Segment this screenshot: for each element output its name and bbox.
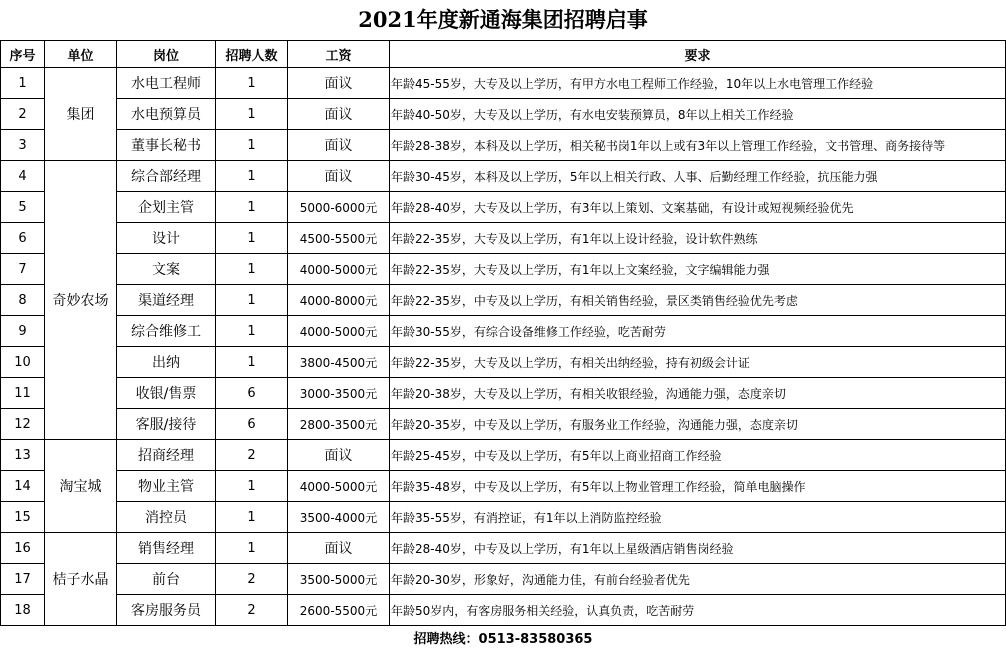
table-row xyxy=(1,161,1006,192)
cell-requirement: 年龄50岁内，有客房服务相关经验，认真负责，吃苦耐劳 xyxy=(390,595,1006,626)
hotline-label: 招聘热线： xyxy=(413,632,479,647)
cell-seq: 4 xyxy=(1,161,45,192)
cell-position: 前台 xyxy=(117,564,216,595)
cell-position: 招商经理 xyxy=(117,440,216,471)
cell-wage: 2600-5500元 xyxy=(288,595,390,626)
cell-seq: 8 xyxy=(1,285,45,316)
cell-count: 6 xyxy=(216,378,288,409)
cell-wage: 面议 xyxy=(288,440,390,471)
cell-seq: 16 xyxy=(1,533,45,564)
cell-position: 水电预算员 xyxy=(117,99,216,130)
cell-position: 出纳 xyxy=(117,347,216,378)
cell-wage: 面议 xyxy=(288,533,390,564)
cell-seq: 11 xyxy=(1,378,45,409)
cell-requirement: 年龄45-55岁，大专及以上学历，有甲方水电工程师工作经验，10年以上水电管理工作经验 xyxy=(390,68,1006,99)
table-row xyxy=(1,378,1006,409)
cell-requirement: 年龄22-35岁，大专及以上学历，有1年以上文案经验，文字编辑能力强 xyxy=(390,254,1006,285)
cell-position: 销售经理 xyxy=(117,533,216,564)
table-row xyxy=(1,285,1006,316)
table-row xyxy=(1,409,1006,440)
recruitment-table xyxy=(0,40,1006,626)
cell-wage: 4000-5000元 xyxy=(288,316,390,347)
cell-seq: 7 xyxy=(1,254,45,285)
cell-count: 2 xyxy=(216,440,288,471)
cell-requirement: 年龄22-35岁，大专及以上学历，有相关出纳经验，持有初级会计证 xyxy=(390,347,1006,378)
table-row xyxy=(1,595,1006,626)
cell-count: 1 xyxy=(216,223,288,254)
cell-wage: 3500-5000元 xyxy=(288,564,390,595)
cell-requirement: 年龄20-30岁，形象好，沟通能力佳，有前台经验者优先 xyxy=(390,564,1006,595)
header-wage: 工资 xyxy=(288,41,390,68)
cell-requirement: 年龄22-35岁，中专及以上学历，有相关销售经验，景区类销售经验优先考虑 xyxy=(390,285,1006,316)
cell-requirement: 年龄25-45岁，中专及以上学历，有5年以上商业招商工作经验 xyxy=(390,440,1006,471)
cell-seq: 3 xyxy=(1,130,45,161)
cell-position: 物业主管 xyxy=(117,471,216,502)
cell-position: 综合部经理 xyxy=(117,161,216,192)
cell-count: 1 xyxy=(216,347,288,378)
cell-requirement: 年龄30-45岁，本科及以上学历，5年以上相关行政、人事、后勤经理工作经验，抗压能力强 xyxy=(390,161,1006,192)
cell-seq: 9 xyxy=(1,316,45,347)
cell-seq: 2 xyxy=(1,99,45,130)
cell-requirement: 年龄35-55岁，有消控证，有1年以上消防监控经验 xyxy=(390,502,1006,533)
table-row xyxy=(1,99,1006,130)
cell-count: 6 xyxy=(216,409,288,440)
hotline-phone: 0513-83580365 xyxy=(478,632,593,647)
cell-count: 2 xyxy=(216,595,288,626)
cell-requirement: 年龄20-38岁，大专及以上学历，有相关收银经验，沟通能力强，态度亲切 xyxy=(390,378,1006,409)
header-requirement: 要求 xyxy=(390,41,1006,68)
cell-position: 收银/售票 xyxy=(117,378,216,409)
cell-position: 企划主管 xyxy=(117,192,216,223)
table-row xyxy=(1,68,1006,99)
cell-requirement: 年龄22-35岁，大专及以上学历，有1年以上设计经验，设计软件熟练 xyxy=(390,223,1006,254)
cell-count: 1 xyxy=(216,161,288,192)
header-position: 岗位 xyxy=(117,41,216,68)
cell-wage: 2800-3500元 xyxy=(288,409,390,440)
cell-seq: 15 xyxy=(1,502,45,533)
cell-requirement: 年龄28-40岁，大专及以上学历，有3年以上策划、文案基础，有设计或短视频经验优先 xyxy=(390,192,1006,223)
table-row xyxy=(1,471,1006,502)
cell-wage: 3000-3500元 xyxy=(288,378,390,409)
cell-unit: 集团 xyxy=(45,68,117,161)
cell-wage: 3800-4500元 xyxy=(288,347,390,378)
cell-count: 1 xyxy=(216,192,288,223)
table-header-row xyxy=(1,41,1006,68)
cell-requirement: 年龄20-35岁，中专及以上学历，有服务业工作经验，沟通能力强，态度亲切 xyxy=(390,409,1006,440)
cell-position: 设计 xyxy=(117,223,216,254)
cell-seq: 10 xyxy=(1,347,45,378)
cell-wage: 4000-5000元 xyxy=(288,254,390,285)
cell-requirement: 年龄35-48岁，中专及以上学历，有5年以上物业管理工作经验，简单电脑操作 xyxy=(390,471,1006,502)
cell-requirement: 年龄40-50岁，大专及以上学历，有水电安装预算员，8年以上相关工作经验 xyxy=(390,99,1006,130)
header-count: 招聘人数 xyxy=(216,41,288,68)
cell-wage: 5000-6000元 xyxy=(288,192,390,223)
cell-count: 2 xyxy=(216,564,288,595)
hotline xyxy=(0,629,1006,651)
cell-position: 董事长秘书 xyxy=(117,130,216,161)
cell-wage: 面议 xyxy=(288,99,390,130)
cell-count: 1 xyxy=(216,502,288,533)
cell-position: 渠道经理 xyxy=(117,285,216,316)
cell-requirement: 年龄30-55岁，有综合设备维修工作经验，吃苦耐劳 xyxy=(390,316,1006,347)
table-row xyxy=(1,192,1006,223)
cell-position: 消控员 xyxy=(117,502,216,533)
cell-position: 客服/接待 xyxy=(117,409,216,440)
table-row xyxy=(1,564,1006,595)
cell-seq: 1 xyxy=(1,68,45,99)
cell-wage: 4000-5000元 xyxy=(288,471,390,502)
table-row xyxy=(1,223,1006,254)
table-row xyxy=(1,347,1006,378)
cell-wage: 4000-8000元 xyxy=(288,285,390,316)
cell-seq: 5 xyxy=(1,192,45,223)
cell-position: 文案 xyxy=(117,254,216,285)
table-row xyxy=(1,533,1006,564)
cell-unit: 淘宝城 xyxy=(45,440,117,533)
cell-unit: 奇妙农场 xyxy=(45,161,117,440)
table-row xyxy=(1,254,1006,285)
cell-unit: 桔子水晶 xyxy=(45,533,117,626)
cell-count: 1 xyxy=(216,471,288,502)
cell-count: 1 xyxy=(216,130,288,161)
cell-count: 1 xyxy=(216,68,288,99)
cell-seq: 13 xyxy=(1,440,45,471)
cell-count: 1 xyxy=(216,316,288,347)
table-row xyxy=(1,502,1006,533)
header-unit: 单位 xyxy=(45,41,117,68)
cell-seq: 17 xyxy=(1,564,45,595)
cell-count: 1 xyxy=(216,533,288,564)
cell-position: 水电工程师 xyxy=(117,68,216,99)
cell-seq: 6 xyxy=(1,223,45,254)
cell-seq: 12 xyxy=(1,409,45,440)
cell-requirement: 年龄28-40岁，中专及以上学历，有1年以上星级酒店销售岗经验 xyxy=(390,533,1006,564)
page-title: 2021年度新通海集团招聘启事 xyxy=(358,7,648,32)
cell-seq: 18 xyxy=(1,595,45,626)
header-seq: 序号 xyxy=(1,41,45,68)
cell-position: 综合维修工 xyxy=(117,316,216,347)
cell-wage: 3500-4000元 xyxy=(288,502,390,533)
cell-count: 1 xyxy=(216,99,288,130)
cell-requirement: 年龄28-38岁，本科及以上学历，相关秘书岗1年以上或有3年以上管理工作经验，文书管理、商务接待等 xyxy=(390,130,1006,161)
cell-wage: 4500-5500元 xyxy=(288,223,390,254)
cell-wage: 面议 xyxy=(288,68,390,99)
table-row xyxy=(1,130,1006,161)
table-row xyxy=(1,440,1006,471)
cell-seq: 14 xyxy=(1,471,45,502)
cell-wage: 面议 xyxy=(288,161,390,192)
cell-count: 1 xyxy=(216,254,288,285)
cell-count: 1 xyxy=(216,285,288,316)
cell-wage: 面议 xyxy=(288,130,390,161)
table-row xyxy=(1,316,1006,347)
cell-position: 客房服务员 xyxy=(117,595,216,626)
